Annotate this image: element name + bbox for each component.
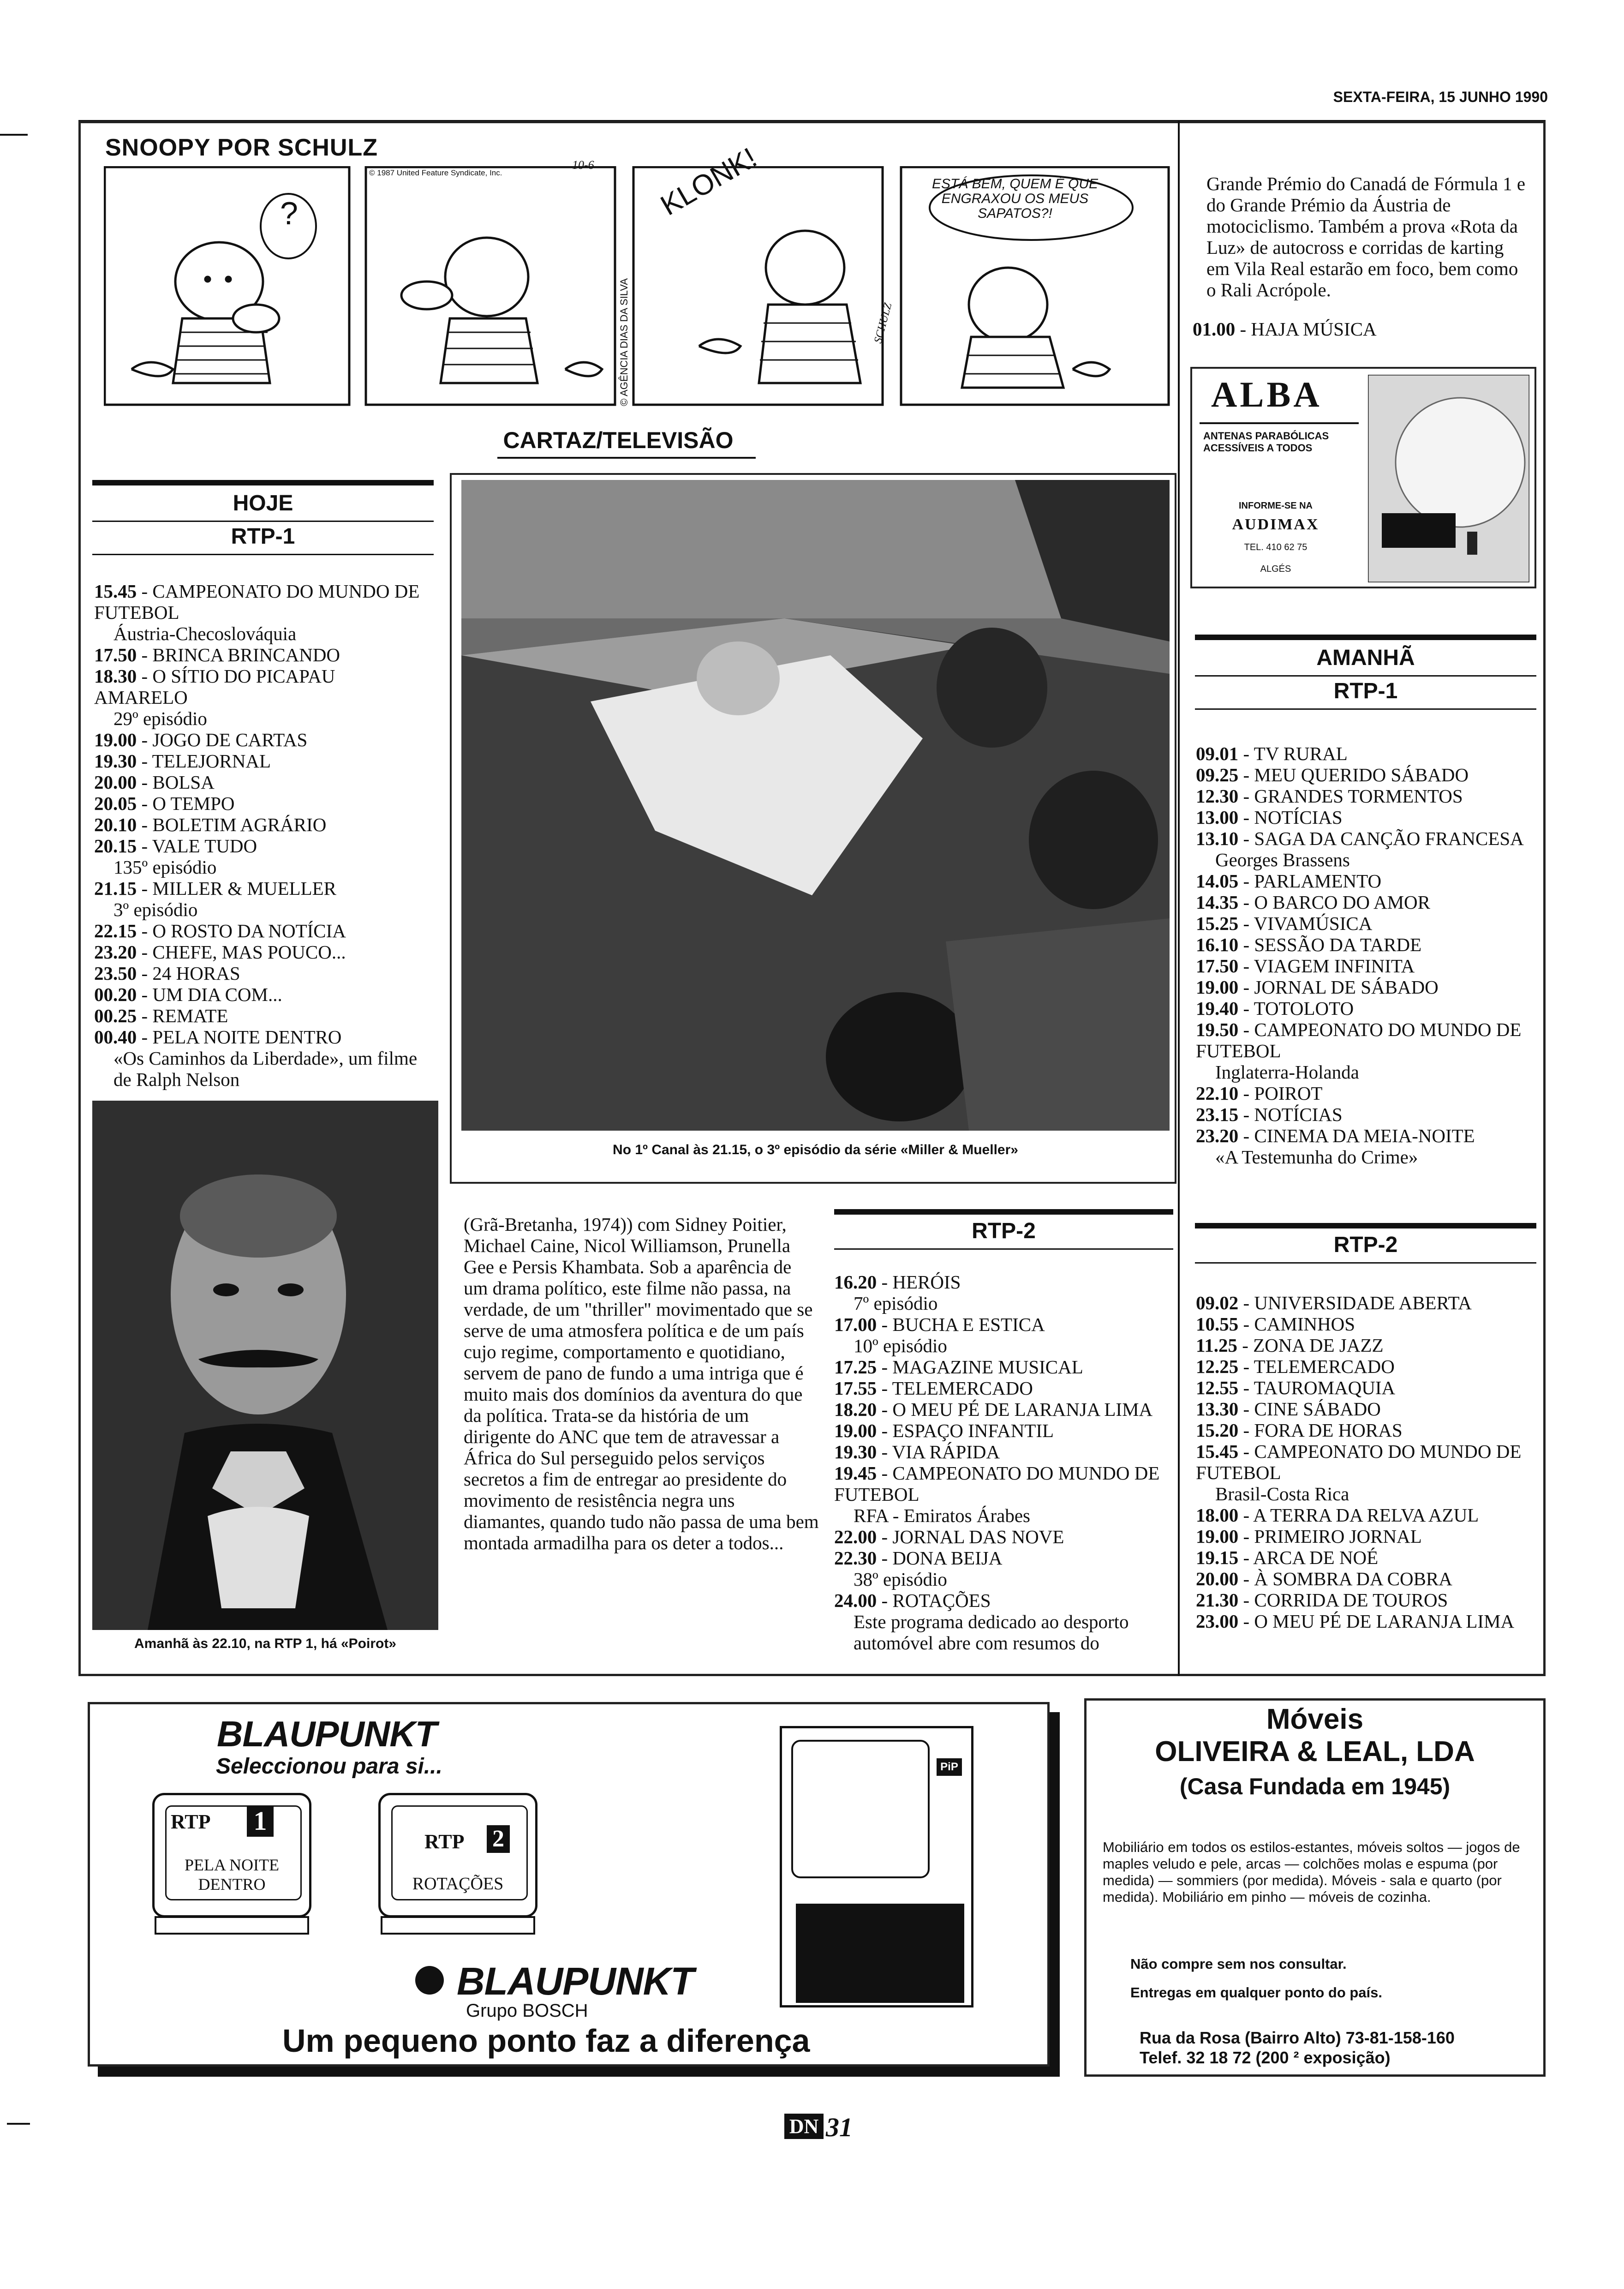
hoje-rtp2-program <box>834 1526 1173 1547</box>
hoje-rtp1-time: 23.50 <box>94 963 137 984</box>
hoje-rtp1-title: - JOGO DE CARTAS <box>137 729 308 750</box>
amanha-rtp2-time: 23.00 <box>1196 1611 1239 1632</box>
amanha-rtp2-title: - PRIMEIRO JORNAL <box>1238 1526 1422 1547</box>
amanha-rtp1-time: 09.01 <box>1196 743 1239 764</box>
amanha-rtp1-program <box>1196 764 1537 785</box>
footer-page-number: 31 <box>826 2112 853 2142</box>
amanha-rtp1-title: - NOTÍCIAS <box>1238 1104 1343 1125</box>
amanha-rtp2-program <box>1196 1589 1537 1611</box>
amanha-rtp1-time: 12.30 <box>1196 785 1239 807</box>
main-photo-miller-mueller <box>461 480 1170 1131</box>
amanha-rtp1-title: - JORNAL DE SÁBADO <box>1238 977 1439 998</box>
blaupunkt-dot-logo <box>415 1966 444 1995</box>
hoje-rtp1-time: 23.20 <box>94 941 137 963</box>
moveis-title: Móveis <box>1266 1703 1364 1735</box>
hoje-rtp1-program <box>94 941 431 963</box>
hoje-rtp1-program <box>94 581 431 623</box>
comic-signature: SCHULZ <box>872 301 895 345</box>
hoje-rtp1-time: 20.15 <box>94 835 137 857</box>
amanha-rtp2-program <box>1196 1611 1537 1632</box>
blaupunkt-group: Grupo BOSCH <box>466 2001 588 2021</box>
amanha-rtp1-time: 09.25 <box>1196 764 1239 785</box>
amanha-rtp2-time: 19.00 <box>1196 1526 1239 1547</box>
amanha-rtp2-program <box>1196 1441 1537 1483</box>
hoje-rtp1-title: - O ROSTO DA NOTÍCIA <box>137 920 346 941</box>
amanha-rtp1-time: 19.40 <box>1196 998 1239 1019</box>
amanha-rule-1 <box>1195 675 1536 677</box>
amanha-rtp1-program <box>1196 785 1537 807</box>
amanha-rtp2-rule <box>1195 1262 1536 1264</box>
section-title-cartaz-televisao: CARTAZ/TELEVISÃO <box>503 427 734 453</box>
amanha-rtp2-time: 11.25 <box>1196 1335 1237 1356</box>
amanha-rtp2-title: - ARCA DE NOÉ <box>1238 1547 1379 1568</box>
hoje-rtp2-title: RTP-2 <box>972 1219 1036 1243</box>
hoje-rtp1-title: - CAMPEONATO DO MUNDO DE FUTEBOL <box>94 581 420 623</box>
amanha-rtp1-title: - CINEMA DA MEIA-NOITE <box>1238 1125 1475 1146</box>
amanha-rtp1-time: 14.05 <box>1196 870 1239 892</box>
hoje-rtp1-title: - O TEMPO <box>137 793 235 814</box>
pip-tv-screen <box>791 1740 930 1878</box>
amanha-rtp2-time: 19.15 <box>1196 1547 1239 1568</box>
amanha-rtp2-program <box>1196 1335 1537 1356</box>
amanha-rtp2-title: - O MEU PÉ DE LARANJA LIMA <box>1238 1611 1515 1632</box>
amanha-title: AMANHÃ <box>1316 646 1415 670</box>
linus-figure-2 <box>401 238 602 383</box>
hoje-rtp1-title: - TELEJORNAL <box>137 750 271 772</box>
moveis-delivery: Entregas em qualquer ponto do país. <box>1130 1984 1383 2001</box>
hoje-rtp2-time: 22.30 <box>834 1547 877 1569</box>
tv2-channel: RTP <box>424 1830 465 1853</box>
hoje-channel: RTP-1 <box>231 524 295 549</box>
amanha-rtp1-time: 23.20 <box>1196 1125 1239 1146</box>
tv2-stand <box>381 1916 535 1935</box>
amanha-rtp1-time: 19.00 <box>1196 977 1239 998</box>
moveis-address: Rua da Rosa (Bairro Alto) 73-81-158-160 <box>1140 2028 1455 2047</box>
moveis-company: OLIVEIRA & LEAL, LDA <box>1155 1736 1475 1768</box>
hoje-rtp2-program <box>834 1378 1173 1399</box>
hoje-rtp1-time: 00.20 <box>94 984 137 1005</box>
hoje-rtp1-detail: 3º episódio <box>113 899 198 920</box>
hoje-rtp2-program <box>834 1547 1173 1569</box>
hoje-rtp1-program <box>94 814 431 835</box>
hoje-rtp1-program <box>94 878 431 899</box>
hoje-rtp2-title: - ROTAÇÕES <box>877 1590 991 1611</box>
hoje-rtp1-program <box>94 835 431 857</box>
amanha-rtp1-program <box>1196 977 1537 998</box>
amanha-rtp1-program <box>1196 913 1537 934</box>
hoje-rtp1-program <box>94 984 431 1005</box>
hoje-rtp1-time: 20.10 <box>94 814 137 835</box>
amanha-rule-thick <box>1195 635 1536 640</box>
hoje-rtp1-program <box>94 963 431 984</box>
amanha-rtp2-rule-thick <box>1195 1223 1536 1228</box>
amanha-rtp2-time: 18.00 <box>1196 1504 1239 1526</box>
amanha-rtp1-detail: «A Testemunha do Crime» <box>1215 1146 1418 1168</box>
poirot-caption: Amanhã às 22.10, na RTP 1, há «Poirot» <box>134 1636 396 1651</box>
hoje-rtp1-time: 00.25 <box>94 1005 137 1026</box>
hoje-rtp1-time: 00.40 <box>94 1026 137 1048</box>
hoje-rtp2-title: - MAGAZINE MUSICAL <box>877 1356 1083 1378</box>
hoje-rtp2-time: 24.00 <box>834 1590 877 1611</box>
amanha-rtp1-program <box>1196 1125 1537 1146</box>
hoje-rtp2-program <box>834 1420 1173 1441</box>
hoje-rtp1-program <box>94 1005 431 1026</box>
tv1-number: 1 <box>247 1805 274 1837</box>
amanha-rtp2-program <box>1196 1526 1537 1547</box>
hoje-rtp2-time: 16.20 <box>834 1271 877 1293</box>
hoje-rtp2-time: 18.20 <box>834 1399 877 1420</box>
hoje-rtp1-title: - UM DIA COM... <box>137 984 282 1005</box>
pip-tv-base <box>796 1904 964 2003</box>
amanha-rtp1-program <box>1196 1083 1537 1104</box>
hoje-rtp1-detail: 135º episódio <box>113 857 217 878</box>
hoje-rtp2-time: 17.00 <box>834 1314 877 1335</box>
left-margin-mark <box>0 134 28 136</box>
comic-sfx-klonk: KLONK! <box>655 142 762 222</box>
hoje-rtp1-time: 17.50 <box>94 644 137 665</box>
amanha-rtp2-program <box>1196 1313 1537 1335</box>
hoje-rtp1-title: - BRINCA BRINCANDO <box>137 644 340 665</box>
amanha-rtp2-program <box>1196 1547 1537 1568</box>
sport-intro-time: 01.00 <box>1193 318 1236 340</box>
alba-place: ALGÉS <box>1260 564 1291 574</box>
hoje-rtp2-rule-thick <box>834 1209 1173 1215</box>
hoje-rtp1-title: - BOLETIM AGRÁRIO <box>137 814 327 835</box>
amanha-rtp1-title: - SAGA DA CANÇÃO FRANCESA <box>1238 828 1524 849</box>
linus-figure-3 <box>699 231 860 383</box>
tv2-number: 2 <box>487 1825 510 1853</box>
alba-rule <box>1200 422 1359 424</box>
amanha-rtp1-title: - VIVAMÚSICA <box>1238 913 1373 934</box>
amanha-rtp2-title: - TAUROMAQUIA <box>1238 1377 1396 1398</box>
hoje-rtp2-time: 17.55 <box>834 1378 877 1399</box>
amanha-rtp2-title: - CORRIDA DE TOUROS <box>1238 1589 1448 1611</box>
blaupunkt-shadow-right <box>1050 1712 1060 2077</box>
blaupunkt-brand-bottom: BLAUPUNKT <box>457 1959 694 2003</box>
amanha-rtp2-program <box>1196 1504 1537 1526</box>
hoje-rtp2-time: 19.30 <box>834 1441 877 1462</box>
amanha-rtp2-time: 21.30 <box>1196 1589 1239 1611</box>
hoje-rtp1-program <box>94 920 431 941</box>
amanha-rtp1-time: 13.10 <box>1196 828 1239 849</box>
hoje-rule-1 <box>92 521 434 522</box>
hoje-rtp2-program <box>834 1399 1173 1420</box>
hoje-rtp1-time: 15.45 <box>94 581 137 602</box>
hoje-rtp1-title: - REMATE <box>137 1005 228 1026</box>
amanha-rtp1-detail: Georges Brassens <box>1215 849 1350 870</box>
sport-intro-text: Grande Prémio do Canadá de Fórmula 1 e do Grande Prémio da Áustria de motociclismo. Também a prova «Rota da Luz» de autocross e corridas de karting em Vila Real estarão em foco, bem como o Rali Acrópole. <box>1206 173 1526 300</box>
moveis-phone: Telef. 32 18 72 (200 ² exposição) <box>1140 2048 1391 2067</box>
alba-info: INFORME-SE NA <box>1239 501 1313 511</box>
hoje-rtp1-title: - BOLSA <box>137 772 215 793</box>
amanha-rtp1-program <box>1196 828 1537 849</box>
amanha-rtp2-title: - FORA DE HORAS <box>1238 1420 1403 1441</box>
amanha-rtp1-title: - O BARCO DO AMOR <box>1238 892 1430 913</box>
amanha-rtp2-title: - A TERRA DA RELVA AZUL <box>1238 1504 1479 1526</box>
tv1-show: PELA NOITE DENTRO <box>185 1856 279 1894</box>
sport-intro-item: 01.00 - HAJA MÚSICA <box>1193 318 1377 340</box>
amanha-rtp1-title: - TOTOLOTO <box>1238 998 1354 1019</box>
hoje-rtp1-title: - PELA NOITE DENTRO <box>137 1026 342 1048</box>
hoje-rtp2-title: - ESPAÇO INFANTIL <box>877 1420 1054 1441</box>
amanha-rtp1-title: - TV RURAL <box>1238 743 1348 764</box>
amanha-rtp1-time: 17.50 <box>1196 955 1239 977</box>
amanha-rtp2-program <box>1196 1292 1537 1313</box>
comic-title: SNOOPY POR SCHULZ <box>105 134 378 161</box>
tv1-stand <box>155 1916 309 1935</box>
amanha-rtp2-program <box>1196 1377 1537 1398</box>
page-date: SEXTA-FEIRA, 15 JUNHO 1990 <box>1333 89 1548 105</box>
amanha-rtp1-title: - SESSÃO DA TARDE <box>1238 934 1422 955</box>
main-photo-caption: No 1º Canal às 21.15, o 3º episódio da série «Miller & Mueller» <box>613 1142 1018 1157</box>
comic-bubble-text-4: ESTÁ BEM, QUEM É QUE ENGRAXOU OS MEUS SAPATOS?! <box>931 176 1099 221</box>
hoje-rtp1-title: - 24 HORAS <box>137 963 240 984</box>
hoje-rtp1-time: 19.00 <box>94 729 137 750</box>
hoje-rtp1-title: - CHEFE, MAS POUCO... <box>137 941 346 963</box>
amanha-rtp2-time: 09.02 <box>1196 1292 1239 1313</box>
amanha-rtp1-time: 16.10 <box>1196 934 1239 955</box>
hoje-rtp2-rule <box>834 1248 1173 1250</box>
amanha-rtp1-time: 19.50 <box>1196 1019 1239 1040</box>
amanha-rtp2-detail: Brasil-Costa Rica <box>1215 1483 1349 1504</box>
amanha-rtp1-title: - CAMPEONATO DO MUNDO DE FUTEBOL <box>1196 1019 1522 1061</box>
amanha-rtp1-title: - POIROT <box>1238 1083 1323 1104</box>
amanha-rtp2-program <box>1196 1398 1537 1420</box>
amanha-rtp2-title: RTP-2 <box>1333 1233 1398 1257</box>
hoje-rtp2-time: 19.00 <box>834 1420 877 1441</box>
hoje-rtp1-detail: Áustria-Checoslováquia <box>113 623 297 644</box>
hoje-rtp2-time: 19.45 <box>834 1462 877 1484</box>
hoje-rtp2-program <box>834 1314 1173 1335</box>
hoje-rtp2-program <box>834 1462 1173 1505</box>
tv1-channel: RTP <box>171 1810 211 1833</box>
hoje-rtp1-program <box>94 1026 431 1048</box>
amanha-rtp1-program <box>1196 955 1537 977</box>
hoje-rtp2-program <box>834 1356 1173 1378</box>
hoje-rtp1-program <box>94 729 431 750</box>
poirot-photo <box>92 1101 438 1630</box>
hoje-rtp1-title: - O SÍTIO DO PICAPAU AMARELO <box>94 665 335 708</box>
amanha-rtp1-time: 23.15 <box>1196 1104 1239 1125</box>
hoje-rtp1-time: 22.15 <box>94 920 137 941</box>
alba-tel: TEL. 410 62 75 <box>1244 542 1308 552</box>
amanha-rtp2-program <box>1196 1420 1537 1441</box>
amanha-rtp2-program <box>1196 1356 1537 1377</box>
hoje-rtp1-title: - VALE TUDO <box>137 835 257 857</box>
blaupunkt-shadow-bottom <box>98 2067 1060 2077</box>
comic-bubble-question: ? <box>280 195 298 231</box>
amanha-rtp2-title: - TELEMERCADO <box>1238 1356 1395 1377</box>
hoje-rule-thick <box>92 480 434 485</box>
hoje-rtp2-detail: 10º episódio <box>854 1335 947 1356</box>
hoje-rtp2-title: - HERÓIS <box>877 1271 961 1293</box>
footer-logo: DN <box>784 2114 824 2139</box>
satellite-dish-image <box>1368 375 1529 582</box>
comic-copyright: © 1987 United Feature Syndicate, Inc. <box>369 168 502 177</box>
hoje-rtp2-title: - JORNAL DAS NOVE <box>877 1526 1064 1547</box>
amanha-rtp1-title: - NOTÍCIAS <box>1238 807 1343 828</box>
sport-intro-program: HAJA MÚSICA <box>1251 318 1377 340</box>
amanha-rtp2-title: - CINE SÁBADO <box>1238 1398 1381 1420</box>
amanha-rtp1-title: - MEU QUERIDO SÁBADO <box>1238 764 1469 785</box>
amanha-rtp1-program <box>1196 1019 1537 1061</box>
left-margin-mark-bottom <box>7 2123 30 2125</box>
amanha-rtp2-title: - CAMINHOS <box>1238 1313 1355 1335</box>
comic-date-code: 10-6 <box>572 158 594 172</box>
amanha-rtp1-detail: Inglaterra-Holanda <box>1215 1061 1359 1083</box>
hoje-rtp2-schedule <box>834 1271 1173 1654</box>
hoje-rtp1-title: - MILLER & MUELLER <box>137 878 336 899</box>
hoje-rtp1-time: 18.30 <box>94 665 137 687</box>
alba-brand: ALBA <box>1211 374 1322 414</box>
amanha-rtp2-time: 12.55 <box>1196 1377 1239 1398</box>
pip-label: PiP <box>937 1758 962 1776</box>
tv2-show: ROTAÇÕES <box>412 1874 504 1894</box>
moveis-description: Mobiliário em todos os estilos-estantes, móveis soltos — jogos de maples veludo e pele, arcas — colchões molas e espuma (por medida) — sommiers (por medida). Móveis - sala e quarto (por medida). Mobiliário em pinho — móveis de cozinha. <box>1103 1839 1520 1905</box>
blaupunkt-slogan-top: Seleccionou para si... <box>216 1754 442 1779</box>
hoje-rtp2-program <box>834 1441 1173 1462</box>
amanha-rtp1-time: 13.00 <box>1196 807 1239 828</box>
frame-vertical-divider <box>1178 121 1180 1676</box>
amanha-rtp2-time: 10.55 <box>1196 1313 1239 1335</box>
amanha-rtp2-schedule <box>1196 1292 1537 1632</box>
linus-figure-1 <box>131 242 279 383</box>
amanha-rtp1-time: 22.10 <box>1196 1083 1239 1104</box>
amanha-rtp2-time: 13.30 <box>1196 1398 1239 1420</box>
hoje-rtp2-title: - DONA BEIJA <box>877 1547 1003 1569</box>
amanha-rtp1-program <box>1196 1104 1537 1125</box>
amanha-rtp2-time: 20.00 <box>1196 1568 1239 1589</box>
section-title-underline <box>497 457 756 459</box>
amanha-rtp1-time: 14.35 <box>1196 892 1239 913</box>
amanha-rtp2-program <box>1196 1568 1537 1589</box>
hoje-rtp2-title: - TELEMERCADO <box>877 1378 1033 1399</box>
hoje-title: HOJE <box>233 491 293 515</box>
hoje-rtp2-time: 17.25 <box>834 1356 877 1378</box>
amanha-rtp2-title: - CAMPEONATO DO MUNDO DE FUTEBOL <box>1196 1441 1522 1483</box>
moveis-consult: Não compre sem nos consultar. <box>1130 1956 1347 1972</box>
hoje-rtp2-detail: 38º episódio <box>854 1569 947 1590</box>
hoje-rtp1-program <box>94 772 431 793</box>
hoje-rtp1-time: 20.05 <box>94 793 137 814</box>
hoje-rtp2-time: 22.00 <box>834 1526 877 1547</box>
amanha-rtp2-title: - À SOMBRA DA COBRA <box>1238 1568 1452 1589</box>
hoje-rtp1-detail: 29º episódio <box>113 708 207 729</box>
hoje-rtp1-detail: «Os Caminhos da Liberdade», um filme de Ralph Nelson <box>113 1048 418 1090</box>
alba-tagline: ANTENAS PARABÓLICAS ACESSÍVEIS A TODOS <box>1203 430 1329 454</box>
hoje-rtp2-program <box>834 1590 1173 1611</box>
amanha-rtp2-time: 12.25 <box>1196 1356 1239 1377</box>
blaupunkt-tagline: Um pequeno ponto faz a diferença <box>282 2023 810 2059</box>
hoje-rtp2-detail: Este programa dedicado ao desporto automóvel abre com resumos do <box>854 1611 1129 1654</box>
amanha-rtp1-program <box>1196 743 1537 764</box>
alba-store: AUDIMAX <box>1232 516 1320 533</box>
blaupunkt-brand-top: BLAUPUNKT <box>217 1714 437 1754</box>
comic-agency-credit: © AGÊNCIA DIAS DA SILVA <box>618 278 630 406</box>
hoje-rtp1-time: 19.30 <box>94 750 137 772</box>
amanha-rtp1-program <box>1196 934 1537 955</box>
hoje-rule-2 <box>92 554 434 555</box>
hoje-rtp2-program <box>834 1271 1173 1293</box>
moveis-founded: (Casa Fundada em 1945) <box>1179 1774 1451 1799</box>
hoje-rtp2-detail: 7º episódio <box>854 1293 938 1314</box>
hoje-rtp1-program <box>94 665 431 708</box>
amanha-rule-2 <box>1195 708 1536 710</box>
hoje-rtp1-program <box>94 793 431 814</box>
hoje-rtp1-time: 20.00 <box>94 772 137 793</box>
hoje-rtp2-title: - VIA RÁPIDA <box>877 1441 1000 1462</box>
film-description: (Grã-Bretanha, 1974)) com Sidney Poitier, Michael Caine, Nicol Williamson, Prunella Gee e Persis Khambata. Sob a aparência de um drama político, este filme não passa, na verdade, de um "thriller" movimentado que se serve de uma atmosfera política e de um país cujo regime, comportamento e quotidiano, servem de pano de fundo a uma intriga que é muito mais dos domínios da aventura do que da política. Trata-se da história de um dirigente do ANC que tem de atravessar a África do Sul perseguido pelos serviços secretos a fim de entregar ao presidente do movimento de resistência negra uns diamantes, quando tudo não passa de uma bem montada armadilha para os deter a todos... <box>464 1214 819 1553</box>
hoje-rtp2-title: - BUCHA E ESTICA <box>877 1314 1045 1335</box>
amanha-rtp1-title: - PARLAMENTO <box>1238 870 1382 892</box>
amanha-rtp2-title: - UNIVERSIDADE ABERTA <box>1238 1292 1472 1313</box>
hoje-rtp2-title: - CAMPEONATO DO MUNDO DE FUTEBOL <box>834 1462 1160 1505</box>
linus-figure-4 <box>962 268 1110 388</box>
amanha-rtp1-program <box>1196 998 1537 1019</box>
hoje-rtp1-program <box>94 644 431 665</box>
hoje-rtp1-time: 21.15 <box>94 878 137 899</box>
hoje-rtp2-title: - O MEU PÉ DE LARANJA LIMA <box>877 1399 1153 1420</box>
hoje-rtp2-detail: RFA - Emiratos Árabes <box>854 1505 1030 1526</box>
amanha-rtp1-schedule <box>1196 743 1537 1168</box>
amanha-rtp2-title: - ZONA DE JAZZ <box>1237 1335 1384 1356</box>
amanha-rtp2-time: 15.45 <box>1196 1441 1239 1462</box>
amanha-rtp1-program <box>1196 807 1537 828</box>
amanha-rtp1-time: 15.25 <box>1196 913 1239 934</box>
amanha-rtp2-time: 15.20 <box>1196 1420 1239 1441</box>
amanha-channel: RTP-1 <box>1333 679 1398 703</box>
amanha-rtp1-program <box>1196 870 1537 892</box>
hoje-rtp1-schedule <box>94 581 431 1090</box>
amanha-rtp1-title: - VIAGEM INFINITA <box>1238 955 1415 977</box>
amanha-rtp1-title: - GRANDES TORMENTOS <box>1238 785 1463 807</box>
hoje-rtp1-program <box>94 750 431 772</box>
amanha-rtp1-program <box>1196 892 1537 913</box>
